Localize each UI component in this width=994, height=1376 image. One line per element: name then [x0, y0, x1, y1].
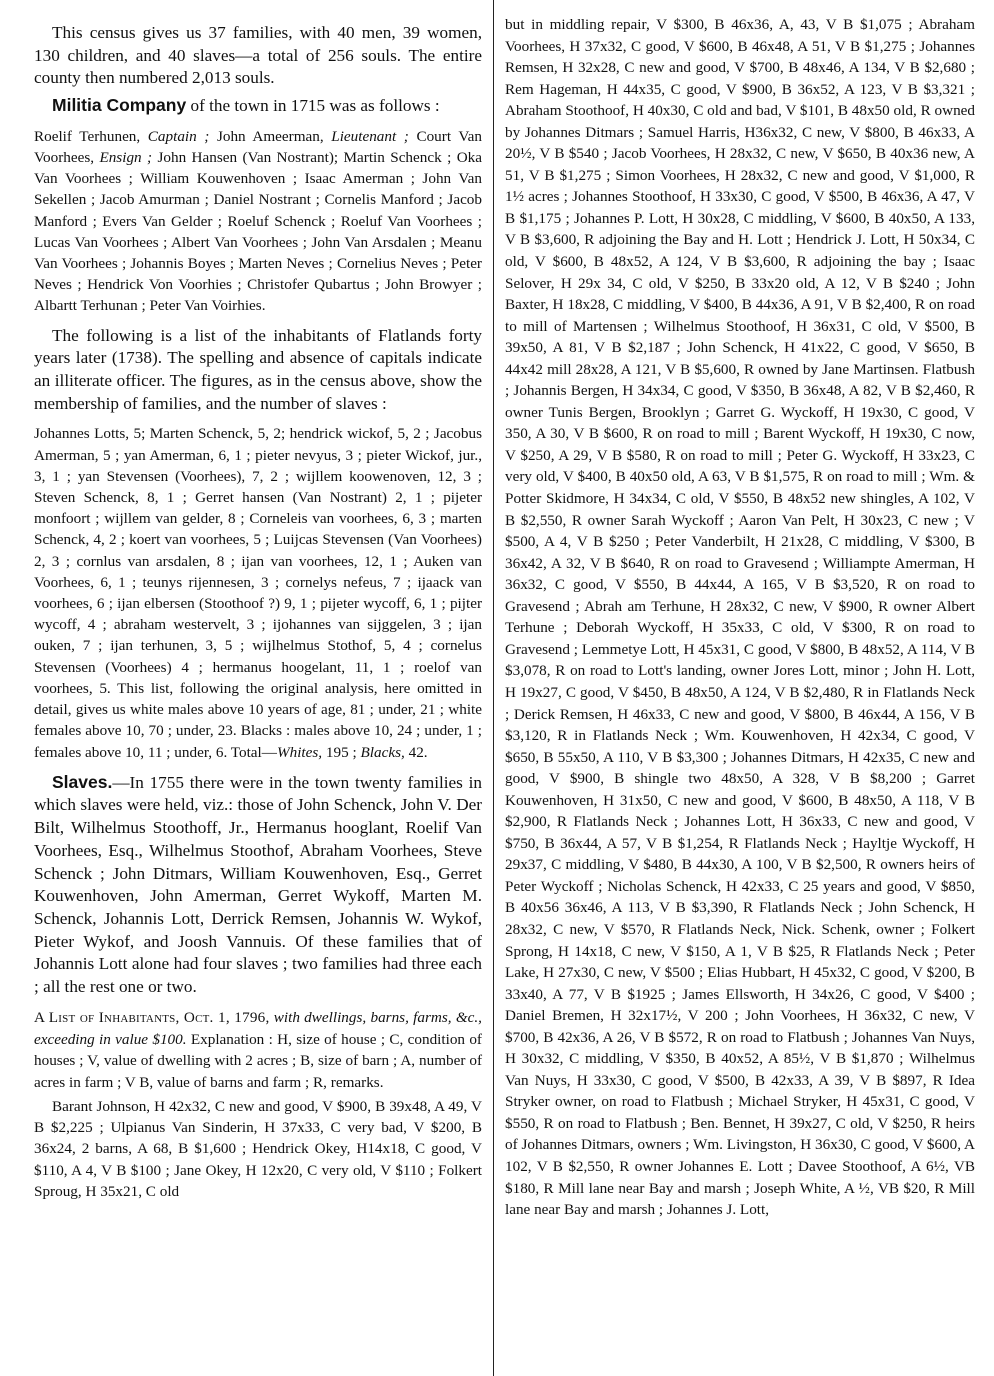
right-column [505, 14, 975, 1221]
column-divider [493, 0, 494, 1376]
militia-intro: of the town in 1715 was as follows : [186, 96, 440, 116]
slaves-heading: Slaves. [52, 771, 113, 792]
militia-ensign-name: Court Van Voorhees, [34, 127, 482, 167]
militia-members: John Hansen (Van Nostrant); Martin Schenck ; Oka Van Voorhees ; William Kouwenhoven ; Isaac Amerman ; John Van Sekellen ; Jacob Amurman ; Daniel Nostrant ; Cornelis Manford ; Jacob Manford ; Evers Van Gelder ; Roeluf Schenck ; Roeluf Van Voorhees ; Lucas Van Voorhees ; Albert Van Voorhees ; John Van Arsdalen ; Meanu Van Voorhees ; Johannis Boyes ; Marten Neves ; Cornelius Neves ; Peter Neves ; Hendrick Von Voorhies ; Christofer Qubartus ; John Browyer ; Albartt Terhunan ; Peter Van Voirhies. [34, 149, 482, 315]
census-paragraph: This census gives us 37 families, with 40 men, 39 women, 130 children, and 40 slaves—a total of 256 souls. The entire county then numbered 2,013 souls. [34, 23, 482, 88]
list-1796-entries-continued: but in middling repair, V $300, B 46x36, A, 43, V B $1,075 ; Abraham Voorhees, H 37x32, C good, V $600, B 46x48, A 51, V B $1,275 ; Johannes Remsen, H 32x28, C new and good, V $700, B 48x46, A 134, V B $2,680 ; Rem Hageman, H 44x35, C good, V $900, B 36x52, A 123, V B $3,321 ; Abraham Stoothoof, H 40x30, C old and bad, V $101, B 48x50 old, R owned by Johannes Ditmars ; Samuel Harris, H36x32, C new, V $800, B 46x33, A 20½, V B $540 ; Jacob Voorhees, H 28x32, C new, V $650, B 40x36 new, A 51, V B $1,275 ; Simon Voorhees, H 28x32, C new and good, V $1,000, R 1½ acres ; Johannes Stoothoof, H 33x30, C good, V $500, B 46x36, A 47, V B $1,175 ; Johannes P. Lott, H 30x28, C middling, V $600, B 40x50, A 133, V B $3,600, R adjoining the Bay and H. Lott ; Hendrick J. Lott, H 50x34, C old, V $600, B 48x52, A 124, V B $3,600, R adjoining the bay ; Isaac Selover, H 29x 34, C old, V $250, B 33x20 old, A 12, V B $240 ; John Baxter, H 18x28, C middling, V $400, B 44x36, A 91, V B $2,400, R on road to mill of Martensen ; Wilhelmus Stoothoof, H 36x31, C old, V $500, B 39x50, A 81, V B $2,187 ; John Schenck, H 41x22, C good, V $650, B 44x42 mill 28x28, A 121, V B $5,600, R owned by Jane Martinsen. Flatbush ; Johannis Bergen, H 34x34, C good, V $350, B 36x48, A 82, V B $2,460, R owner Tunis Bergen, Brooklyn ; Garret G. Wyckoff, H 19x30, C good, V 350, A 30, V B $600, R on road to mill ; Barent Wyckoff, H 19x30, C now, V $250, A 29, V B $580, R on road to mill ; Peter G. Wyckoff, H 33x23, C very old, V $400, B 40x50 old, A 63, V B $1,575, R on road to mill ; Wm. & Potter Skidmore, H 34x34, C old, V $550, B 48x52 new shingles, A 102, V B $2,550, R owner Sarah Wyckoff ; Aaron Van Pelt, H 30x23, C new ; V $500, A 4, V B $250 ; Peter Vanderbilt, H 21x28, C middling, V $300, B 36x42, A 32, V B $640, R on road to Gravesend ; Williampte Amerman, H 36x32, C good, V $550, B 44x44, A 165, V B $3,520, R on road to Gravesend ; Abrah am Terhune, H 28x32, C new, V $900, R owner Albert Terhune ; Deborah Wyckoff, H 35x33, C old, V $300, R on road to Gravesend ; Lemmetye Lott, H 45x31, C good, V $800, B 48x52, A 114, V B $3,078, R on road to Lott's landing, owner Jores Lott, minor ; John H. Lott, H 19x27, C good, V $450, B 48x50, A 124, V B $2,480, R in Flatlands Neck ; Derick Remsen, H 46x33, C new and good, V $800, B 46x44, A 156, V B $3,120, R in Flatlands Neck ; Wm. Kouwenhoven, H 42x34, C good, V $650, B 55x50, A 110, V B $3,300 ; Johannes Ditmars, H 42x35, C new and good, V $900, B shingle two 48x50, A 328, V B $8,200 ; Garret Kouwenhoven, H 31x50, C new and good, V $600, B 48x50, A 118, V B $2,900, R Flatlands Neck ; Johannes Lott, H 36x33, C new and good, V $750, B 36x44, A 57, V B $1,254, R Flatlands Neck ; Hayltje Wyckoff, H 29x37, C middling, V $480, B 44x30, A 100, V B $2,500, R owners heirs of Peter Wyckoff ; Nicholas Schenck, H 42x33, C 25 years and good, V $850, B 40x56 36x46, A 113, V B $3,390, R Flatlands Neck ; John Schenck, H 28x32, C new, V $570, R Flatlands Neck, Nick. Schenk, owner ; Folkert Sprong, H 14x18, C new, V $150, A 1, V B $25, R Flatlands Neck ; Peter Lake, H 27x30, C new, V $500 ; Elias Hubbart, H 45x32, C good, V $200, B 33x40, A 77, V B $1925 ; James Ellsworth, H 34x26, C good, V $400 ; Daniel Bremen, H 32x17½, V 200 ; John Voorhees, H 36x32, C new, V $700, B 42x36, A 26, V B $572, R on road to Flatbush ; Johannes Van Nuys, H 30x32, C middling, V $350, B 40x52, A 85½, V B $1,870 ; Wilhelmus Van Nuys, H 33x30, C good, V $500, B 42x33, A 39, V B $897, R Idea Stryker owner, on road to Flatbush ; Michael Stryker, H 45x31, C good, V $550, R on road to Flatbush ; Ben. Bennet, H 39x27, C old, V $250, R heirs of Johannes Ditmars, owners ; Wm. Livingston, H 36x30, C good, V $600, A 102, V B $2,550, R owner Johannes E. Lott ; Davee Stoothoof, A 6½, VB $180, R Mill lane near Bay and marsh ; Joseph White, A ½, VB $20, R Mill lane near Bay and marsh ; Johannes J. Lott, [505, 16, 975, 1219]
militia-captain-name: Roelif Terhunen, [34, 127, 148, 145]
slaves-paragraph [34, 771, 482, 999]
militia-captain-role: Captain ; [147, 127, 210, 145]
inhabitants-1738-list [34, 423, 482, 762]
inhabitants-1738-intro: The following is a list of the inhabitants of Flatlands forty years later (1738). The spelling and absence of capitals indicate an illiterate officer. The figures, as in the census above, show the membership of families, and the number of slaves : [34, 325, 482, 413]
left-column [34, 22, 482, 1202]
list-1796-title: A List of Inhabitants, Oct. 1, 1796, [34, 1008, 270, 1026]
militia-lieutenant-name: John Ameerman, [209, 127, 332, 145]
militia-lieutenant-role: Lieutenant ; [331, 127, 409, 145]
list-1796-entries-start: Barant Johnson, H 42x32, C new and good, V $900, B 39x48, A 49, V B $2,225 ; Ulpianus Van Sinderin, H 37x33, C very bad, V $200, B 36x24, 2 barns, A 68, B $1,600 ; Hendrick Okey, H14x18, C good, V $110, A 4, V B $100 ; Jane Okey, H 12x20, C very old, V $110 ; Folkert Sproug, H 35x21, C old [34, 1097, 482, 1200]
militia-list [34, 126, 482, 317]
list-1796-subtitle: with dwellings, barns, farms, &c., exceeding in value $100. [34, 1008, 482, 1048]
list-1796-explanation: Explanation : H, size of house ; C, condition of houses ; V, value of dwelling with 2 acres ; B, size of barn ; A, number of acres in farm ; V B, value of barns and farm ; R, remarks. [34, 1030, 482, 1092]
slaves-text: —In 1755 there were in the town twenty families in which slaves were held, viz.: those of John Schenck, John V. Der Bilt, Wilhelmus Stoothoff, Jr., Hermanus hooglant, Roelif Van Voorhees, Esq., Wilhelmus Stoothof, Abraham Voorhees, Steve Schenck ; John Ditmars, William Kouwenhoven, Esq., Gerret Kouwenhoven, John Amerman, Gerret Wykoff, Marten M. Schenck, Johannis Lott, Derrick Remsen, Johannis W. Wykof, Pieter Wykof, and Joosh Vannuis. Of these families that of Johannis Lott alone had four slaves ; two families had three each ; all the rest one or two. [34, 772, 482, 997]
militia-heading: Militia Company [52, 95, 187, 116]
list-1738-whites: Whites, [276, 743, 323, 761]
militia-paragraph [34, 94, 482, 118]
list-1738-text: Johannes Lotts, 5; Marten Schenck, 5, 2; hendrick wickof, 5, 2 ; Jacobus Amerman, 5 ; yan Amerman, 6, 1 ; pieter nevyus, 3 ; pieter Wickof, jur., 3, 1 ; yan Stevensen (Voorhees), 7, 2 ; wijllem koowenoven, 12, 3 ; Steven Schenck, 8, 1 ; Gerret hansen (Van Nostrant) 2, 1 ; pijeter monfoort ; wijllem van gelder, 8 ; Corneleis van voorhees, 6, 3 ; marten Schenck, 4, 2 ; koert van voorhees, 5 ; Luijcas Stevensen (Van Voorhees) 2, 3 ; cornlus van arsdalen, 8 ; ijan van voorhees, 12, 1 ; Auken van Voorhees, 6, 1 ; teunys rijennesen, 3 ; cornelys nefeus, 7 ; ijaack van voorhees, 6 ; ijan elbersen (Stoothoof ?) 9, 1 ; pijeter wycoff, 6, 1 ; pijter wycoff, 4 ; abraham westervelt, 3 ; ijohannes van sijggelen, 3 ; ijan ouken, 7 ; ijan terhunen, 3, 5 ; wijlhelmus Stothof, 5, 4 ; cornelus Stevensen (Voorhees) 4 ; hermanus hoogelant, 11, 1 ; roelof van voorhees, 5. This list, following the original analysis, here omitted in detail, gives us white males above 10 years of age, 81 ; under, 21 ; white females above 10, 70 ; under, 23. Blacks : males above 10, 24 ; under, 1 ; females above 10, 11 ; under, 6. Total— [34, 425, 482, 761]
list-1738-blacks-count: 42. [404, 743, 428, 761]
militia-ensign-role: Ensign ; [99, 149, 153, 167]
list-1738-whites-count: 195 ; [322, 743, 361, 761]
list-1796-header [34, 1007, 482, 1094]
list-1738-blacks: Blacks, [360, 743, 405, 761]
